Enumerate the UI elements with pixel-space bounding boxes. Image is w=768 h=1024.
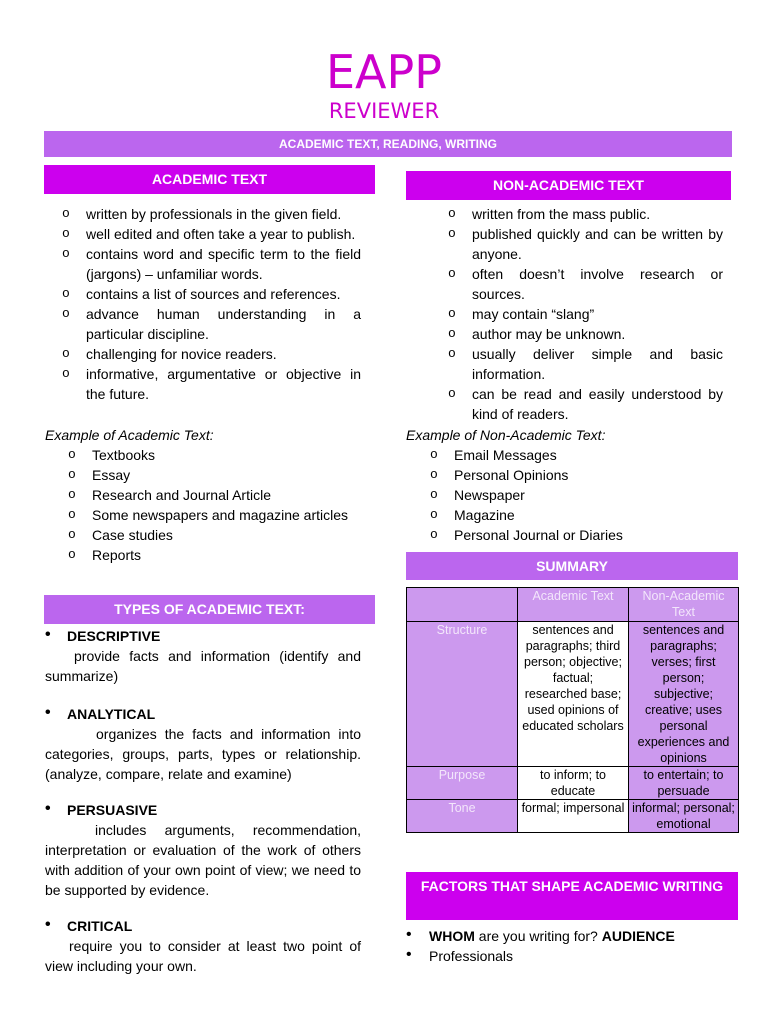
table-cell: sentences and paragraphs; third person; objective; factual; researched base; used opinions of educated scholars	[518, 622, 629, 767]
non-academic-examples-list	[430, 445, 730, 545]
list-item: o published quickly and can be written by anyone.	[448, 224, 723, 264]
table-header-row	[407, 588, 739, 622]
non-academic-characteristics-list	[448, 204, 723, 424]
type-description: provide facts and information (identify and summarize)	[45, 648, 361, 684]
table-header-cell	[407, 588, 518, 622]
type-description: require you to consider at least two point of view including your own.	[45, 938, 361, 974]
type-persuasive	[45, 800, 361, 900]
summary-table	[406, 587, 739, 833]
list-item: o well edited and often take a year to publish.	[62, 224, 361, 244]
type-name: • CRITICAL	[45, 916, 361, 936]
factors-heading: FACTORS THAT SHAPE ACADEMIC WRITING	[406, 872, 738, 920]
list-item: o Newspaper	[430, 485, 730, 505]
row-label: Purpose	[407, 767, 518, 800]
list-item: o Essay	[68, 465, 361, 485]
table-row	[407, 622, 739, 767]
table-cell: sentences and paragraphs; verses; first person; subjective; creative; uses personal experiences and opinions	[629, 622, 739, 767]
list-item: o contains a list of sources and references.	[62, 284, 361, 304]
list-item: o Reports	[68, 545, 361, 565]
type-name: • PERSUASIVE	[45, 800, 361, 820]
academic-examples-label: Example of Academic Text:	[45, 427, 214, 443]
list-item: o Case studies	[68, 525, 361, 545]
list-item	[406, 926, 736, 946]
document-subtitle: REVIEWER	[328, 99, 440, 123]
summary-heading: SUMMARY	[406, 552, 738, 580]
list-item: o often doesn’t involve research or sources.	[448, 264, 723, 304]
main-section-banner: ACADEMIC TEXT, READING, WRITING	[44, 131, 732, 157]
list-item: o Email Messages	[430, 445, 730, 465]
factor-question: are you writing for?	[474, 928, 602, 944]
table-cell: formal; impersonal	[518, 800, 629, 833]
list-item: o informative, argumentative or objective in the future.	[62, 364, 361, 404]
list-item: o advance human understanding in a particular discipline.	[62, 304, 361, 344]
table-cell: to inform; to educate	[518, 767, 629, 800]
list-item: o contains word and specific term to the field (jargons) – unfamiliar words.	[62, 244, 361, 284]
type-critical	[45, 916, 361, 976]
table-cell: to entertain; to persuade	[629, 767, 739, 800]
table-header-cell: Non-Academic Text	[629, 588, 739, 622]
list-item: • Professionals	[406, 946, 736, 966]
type-analytical	[45, 704, 361, 784]
list-item: o usually deliver simple and basic information.	[448, 344, 723, 384]
table-cell: informal; personal; emotional	[629, 800, 739, 833]
academic-examples-list	[68, 445, 361, 565]
types-heading: TYPES OF ACADEMIC TEXT:	[44, 595, 375, 624]
list-item: o can be read and easily understood by kind of readers.	[448, 384, 723, 424]
document-title: EAPP	[325, 45, 442, 99]
table-row	[407, 767, 739, 800]
factor-answer: AUDIENCE	[601, 928, 675, 944]
list-item: o written by professionals in the given field.	[62, 204, 361, 224]
list-item: o challenging for novice readers.	[62, 344, 361, 364]
list-item: o Personal Journal or Diaries	[430, 525, 730, 545]
type-description: includes arguments, recommendation, interpretation or evaluation of the work of others with addition of your own point of view; we need to be supported by evidence.	[45, 822, 361, 898]
factor-keyword: WHOM	[429, 928, 475, 944]
list-item: o written from the mass public.	[448, 204, 723, 224]
factors-list	[406, 926, 736, 966]
non-academic-examples-label: Example of Non-Academic Text:	[406, 427, 606, 443]
list-item: o Magazine	[430, 505, 730, 525]
academic-characteristics-list	[62, 204, 361, 404]
list-item: o Personal Opinions	[430, 465, 730, 485]
row-label: Tone	[407, 800, 518, 833]
type-description: organizes the facts and information into categories, groups, parts, types or relationship. (analyze, compare, relate and examine)	[45, 726, 361, 782]
row-label: Structure	[407, 622, 518, 767]
table-header-cell: Academic Text	[518, 588, 629, 622]
type-descriptive	[45, 626, 361, 686]
list-item: o author may be unknown.	[448, 324, 723, 344]
type-name: • ANALYTICAL	[45, 704, 361, 724]
table-row	[407, 800, 739, 833]
list-item: o Some newspapers and magazine articles	[68, 505, 361, 525]
list-item: o may contain “slang”	[448, 304, 723, 324]
academic-text-heading: ACADEMIC TEXT	[44, 165, 375, 194]
type-name: • DESCRIPTIVE	[45, 626, 361, 646]
list-item: o Textbooks	[68, 445, 361, 465]
list-item: o Research and Journal Article	[68, 485, 361, 505]
non-academic-text-heading: NON-ACADEMIC TEXT	[406, 171, 731, 200]
